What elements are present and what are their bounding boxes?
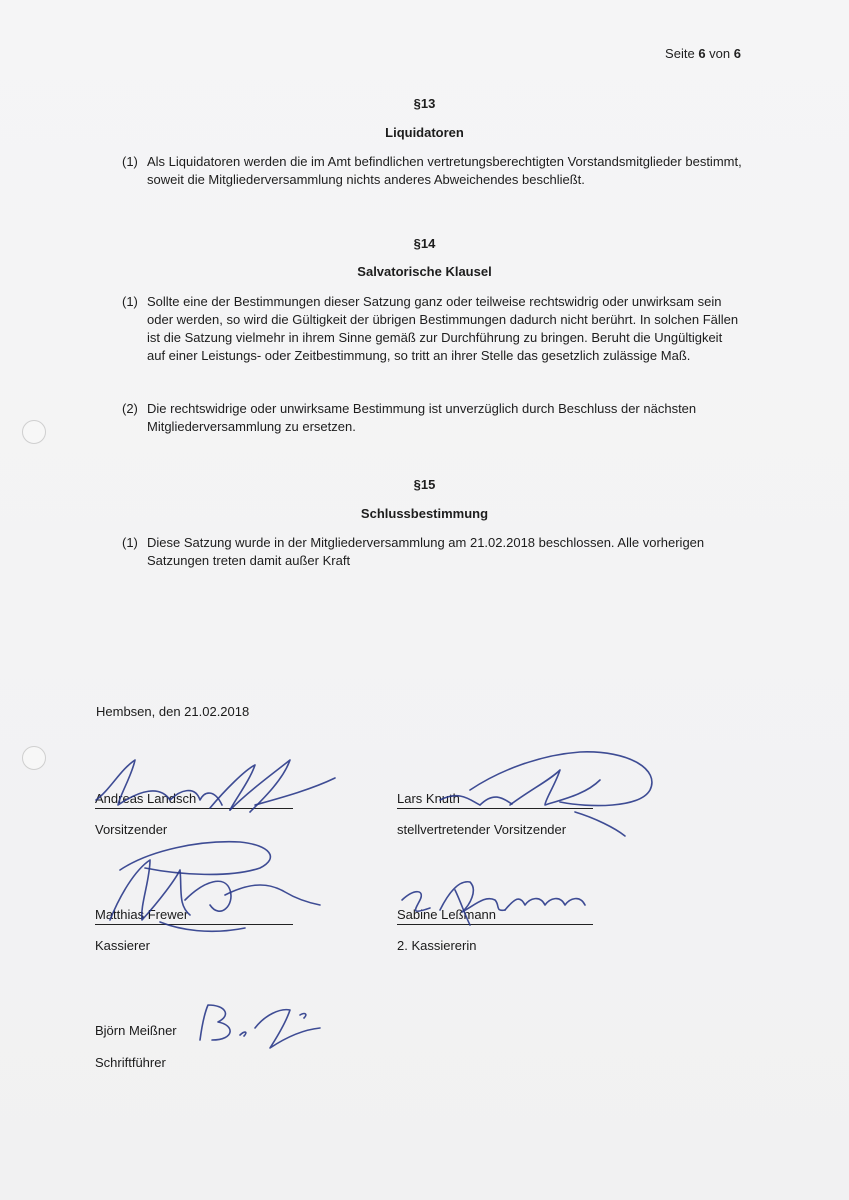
page-number <box>665 46 741 61</box>
clause-text: Sollte eine der Bestimmungen dieser Satzung ganz oder teilweise rechtswidrig oder unwirksam sein oder werden, so wird die Gültigkeit der übrigen Bestimmungen dadurch nicht berührt. In solchen Fällen ist die Satzung vielmehr in ihrem Sinne gemäß zur Durchführung zu bringen. Beruht die Ungültigkeit auf einer Leistungs- oder Zeitbestimmung, so tritt an ihrer Stelle das gesetzlich zulässige Maß. <box>147 294 739 363</box>
signature-line-secretary: Björn Meißner <box>95 1023 177 1038</box>
clause-text: Die rechtswidrige oder unwirksame Bestimmung ist unverzüglich durch Beschluss der nächsten Mitgliederversammlung zu ersetzen. <box>147 401 697 434</box>
section-15-number: §15 <box>413 477 436 492</box>
section-13-number: §13 <box>413 96 436 111</box>
signature-line-treasurer: Matthias Frewer <box>95 906 293 925</box>
role-treasurer: Kassierer <box>95 938 150 953</box>
signature-line-vice-chair: Lars Knuth <box>397 790 593 809</box>
section-13-clause-1 <box>122 153 742 189</box>
role-second-treasurer: 2. Kassiererin <box>397 938 477 953</box>
clause-text: Als Liquidatoren werden die im Amt befindlichen vertretungsberechtigten Vorstandsmitglieder bestimmt, soweit die Mitgliederversammlung nichts anderes Abweichendes beschließt. <box>147 154 742 187</box>
signature-line-chair: Andreas Landsch <box>95 790 293 809</box>
role-vice-chair: stellvertretender Vorsitzender <box>397 822 567 837</box>
section-14-title: Salvatorische Klausel <box>357 264 492 279</box>
section-14-clause-1 <box>122 293 742 365</box>
place-date: Hembsen, den 21.02.2018 <box>96 704 250 719</box>
clause-text: Diese Satzung wurde in der Mitgliederversammlung am 21.02.2018 beschlossen. Alle vorherigen Satzungen treten damit außer Kraft <box>147 535 705 568</box>
page-total: 6 <box>733 46 741 61</box>
page-current: 6 <box>698 46 706 61</box>
page-prefix: Seite <box>665 46 695 61</box>
role-chair: Vorsitzender <box>95 822 168 837</box>
clause-number: (1) <box>122 154 138 169</box>
signature-line-second-treasurer: Sabine Leßmann <box>397 906 593 925</box>
signature-secretary <box>200 1005 320 1048</box>
punch-hole-bottom <box>22 746 46 770</box>
page-of: von <box>709 46 731 61</box>
clause-number: (1) <box>122 294 138 309</box>
punch-hole-top <box>22 420 46 444</box>
section-13-title: Liquidatoren <box>385 125 464 140</box>
clause-number: (1) <box>122 535 138 550</box>
section-14-number: §14 <box>413 236 436 251</box>
role-secretary: Schriftführer <box>95 1055 166 1070</box>
clause-number: (2) <box>122 401 138 416</box>
section-14-clause-2 <box>122 400 742 436</box>
section-15-clause-1 <box>122 534 742 570</box>
section-15-title: Schlussbestimmung <box>360 506 489 521</box>
